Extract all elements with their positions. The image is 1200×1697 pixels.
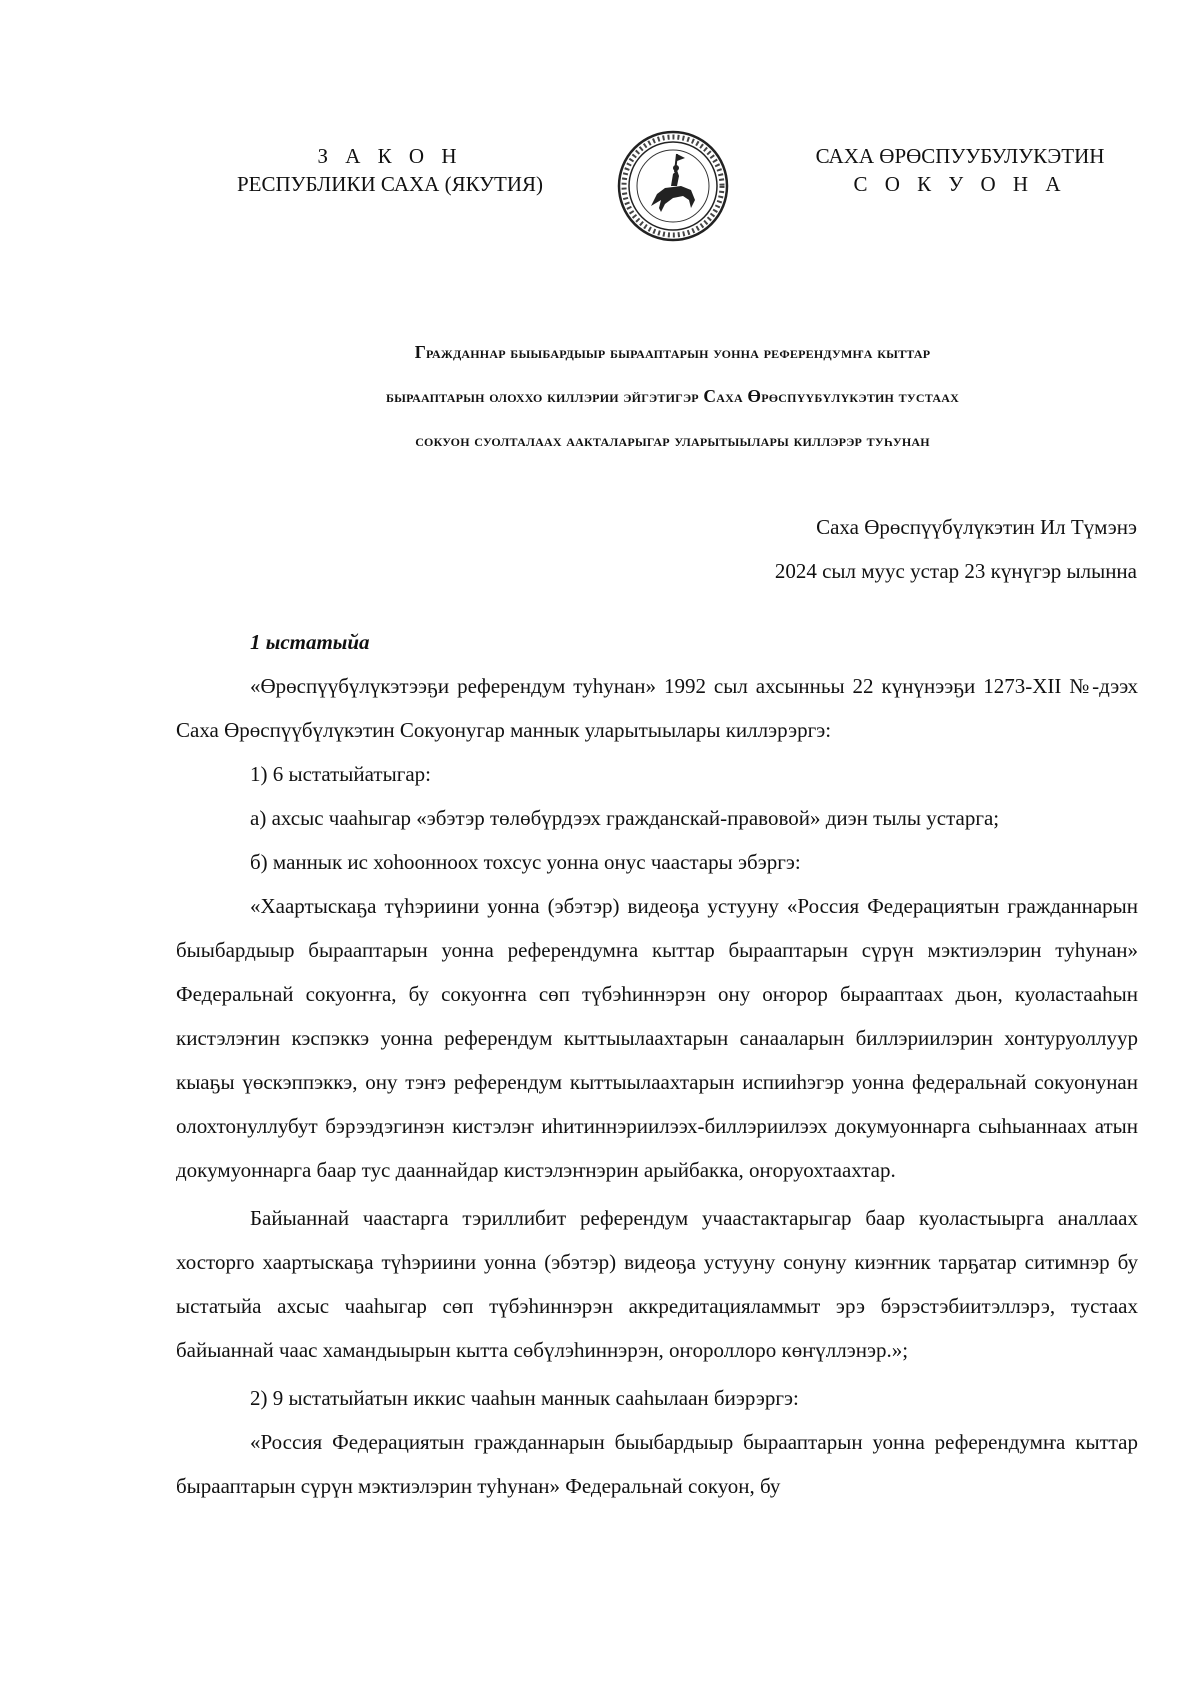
header-left: [200, 142, 580, 198]
header-right: [760, 142, 1160, 198]
adopting-body: Саха Өрөспүүбүлүкэтин Ил Түмэнэ: [816, 515, 1137, 539]
paragraph: 2) 9 ыстатыйатын иккис чааһын маннык сааһылаан биэрэргэ:: [250, 1386, 799, 1410]
paragraph: б) маннык ис хоһоонноох тохсус уонна онус чаастары эбэргэ:: [250, 850, 801, 874]
paragraph: а) ахсыс чааһыгар «эбэтэр төлөбүрдээх гражданскай-правовой» диэн тылы устарга;: [250, 806, 1000, 830]
paragraph: «Хаартыскаҕа түһэриини уонна (эбэтэр) видеоҕа устууну «Россия Федерациятын гражданнарын быыбардыыр бырааптарын уонна референдумҥа кыттар бырааптарын сүрүн мэктиэлэрин туһунан» Федеральнай сокуоҥҥа, бу сокуоҥҥа сөп түбэһиннэрэн ону оҥорор бырааптаах дьон, куоластааһын кистэлэҥин кэспэккэ уонна референдум кыттыылаахтарын санааларын биллэриилэрин хонтуруоллуур кыаҕы үөскэппэккэ, ону тэҥэ референдум кыттыылаахтарын испииһэгэр уонна федеральнай сокуонунан олохтонуллубут бэрээдэгинэн кистэлэҥ иһитиннэриилээх-биллэриилээх докумуоннарга сыһыаннаах атын докумуоннарга баар тус дааннайдар кистэлэҥнэрин арыйбакка, оҥоруохтаахтар.: [176, 894, 1138, 1182]
sakha-republic-emblem-icon: [615, 128, 731, 244]
adoption-block: [775, 505, 1137, 593]
paragraph: 1) 6 ыстатыйатыгар:: [250, 762, 431, 786]
article-content: [176, 620, 1138, 1508]
republic-name-ru: РЕСПУБЛИКИ САХА (ЯКУТИЯ): [236, 172, 544, 196]
law-word-sakha: С О К У О Н А: [853, 172, 1067, 196]
paragraph: «Өрөспүүбүлүкэтээҕи референдум туһунан» 1992 сыл ахсынньы 22 күнүнээҕи 1273-XII №-дээх Саха Өрөспүүбүлүкэтин Сокуонугар маннык уларытыылары киллэрэргэ:: [176, 674, 1138, 742]
title-line: сокуон суолталаах аакталарыгар уларытыылары киллэрэр туһунан: [415, 430, 930, 450]
title-line: Гражданнар быыбардыыр бырааптарын уонна референдумҥа кыттар: [414, 342, 931, 362]
republic-name-sakha: САХА ӨРӨСПУУБУЛУКЭТИН: [815, 144, 1105, 168]
law-word: З А К О Н: [317, 144, 463, 168]
article-heading: 1 ыстатыйа: [250, 630, 370, 654]
adoption-date: 2024 сыл муус устар 23 күнүгэр ылынна: [774, 559, 1137, 583]
law-title: [200, 330, 1145, 462]
paragraph: Байыаннай чаастарга тэриллибит референдум учаастактарыгар баар куоластыырга аналлаах хосторго хаартыскаҕа түһэриини уонна (эбэтэр) видеоҕа устууну сонуну киэҥник тарҕатар ситимнэр бу ыстатыйа ахсыс чааһыгар сөп түбэһиннэрэн аккредитацияламмыт эрэ бэрэстэбиитэллэрэ, тустаах байыаннай чаас хамандыырын кытта сөбүлэһиннэрэн, оҥороллоро көҥүллэнэр.»;: [176, 1206, 1138, 1362]
title-line: бырааптарын олоххо киллэрии эйгэтигэр Саха Өрөспүүбүлүкэтин тустаах: [386, 386, 959, 406]
paragraph: «Россия Федерациятын гражданнарын быыбардыыр бырааптарын уонна референдумҥа кыттар бырааптарын сүрүн мэктиэлэрин туһунан» Федеральнай сокуон, бу: [176, 1430, 1138, 1498]
